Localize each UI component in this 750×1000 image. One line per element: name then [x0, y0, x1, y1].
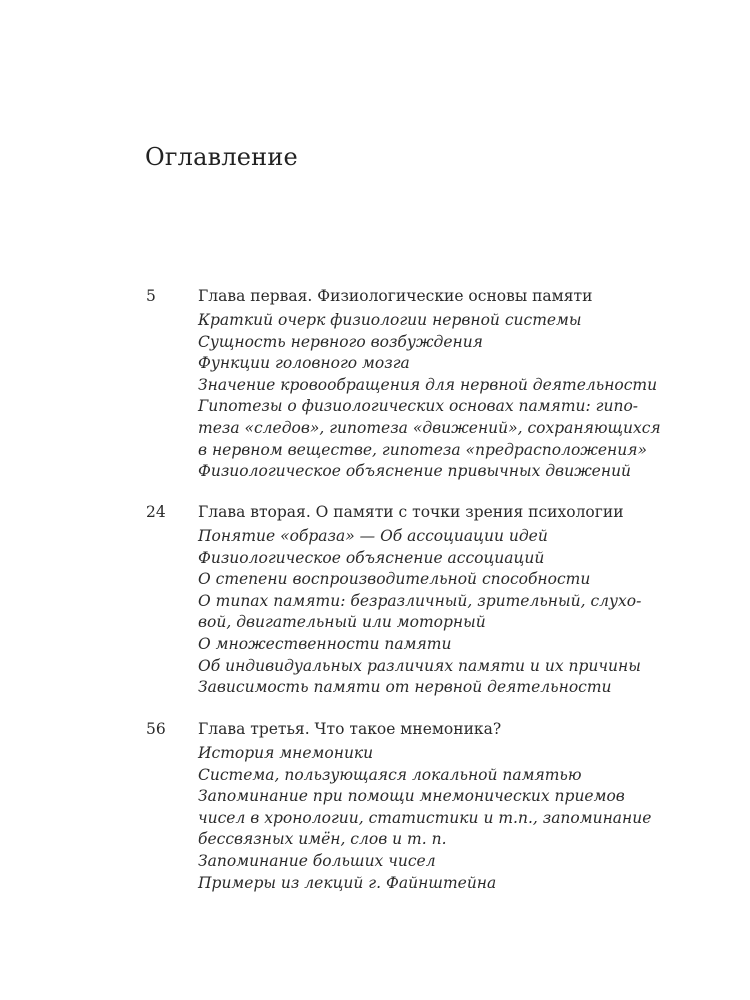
subsection-item: вой, двигательный или моторный — [198, 613, 486, 632]
subsection-item: Примеры из лекций г. Файнштейна — [198, 873, 497, 892]
subsection-item: Зависимость памяти от нервной деятельности — [198, 678, 612, 697]
page-number: 56 — [146, 720, 166, 738]
subsection-item: Функции головного мозга — [198, 354, 410, 373]
page-number: 24 — [146, 503, 166, 521]
subsection-list — [198, 310, 661, 483]
subsection-item: бессвязных имён, слов и т. п. — [198, 830, 447, 849]
subsection-item: теза «следов», гипотеза «движений», сохраняющихся — [198, 418, 661, 437]
page-title: Оглавление — [145, 143, 298, 171]
subsection-item: Об индивидуальных различиях памяти и их причины — [198, 656, 641, 675]
subsection-item: О типах памяти: безразличный, зрительный, слухо- — [198, 591, 642, 610]
subsection-item: чисел в хронологии, статистики и т.п., запоминание — [198, 808, 652, 827]
chapter-title: Глава вторая. О памяти с точки зрения психологии — [198, 503, 624, 521]
toc-chapter-1 — [146, 285, 661, 483]
subsection-item: История мнемоники — [198, 744, 374, 762]
chapter-title: Глава третья. Что такое мнемоника? — [198, 720, 502, 738]
toc-chapter-2 — [146, 501, 642, 699]
subsection-item: Сущность нервного возбуждения — [198, 332, 483, 351]
subsection-item: Гипотезы о физиологических основах памяти: гипо- — [198, 397, 639, 416]
chapter-title: Глава первая. Физиологические основы памяти — [198, 287, 593, 305]
subsection-item: Физиологическое объяснение ассоциаций — [198, 548, 545, 567]
subsection-list — [198, 743, 652, 894]
page-number: 5 — [146, 287, 156, 305]
subsection-item: Запоминание при помощи мнемонических приемов — [198, 787, 625, 806]
subsection-item: Значение кровообращения для нервной деятельности — [198, 375, 658, 394]
subsection-item: Система, пользующаяся локальной памятью — [198, 765, 582, 784]
subsection-item: О множественности памяти — [198, 634, 452, 653]
chapter-heading — [146, 718, 626, 740]
subsection-item: Физиологическое объяснение привычных движений — [198, 462, 632, 481]
subsection-list — [198, 526, 642, 699]
chapter-heading — [146, 285, 626, 307]
subsection-item: Понятие «образа» — Об ассоциации идей — [198, 527, 548, 545]
subsection-item: О степени воспроизводительной способности — [198, 570, 591, 589]
subsection-item: в нервном веществе, гипотеза «предрасположения» — [198, 440, 648, 459]
subsection-item: Краткий очерк физиологии нервной системы — [198, 311, 582, 329]
subsection-item: Запоминание больших чисел — [198, 851, 436, 870]
chapter-heading — [146, 501, 626, 523]
toc-chapter-3 — [146, 718, 652, 894]
